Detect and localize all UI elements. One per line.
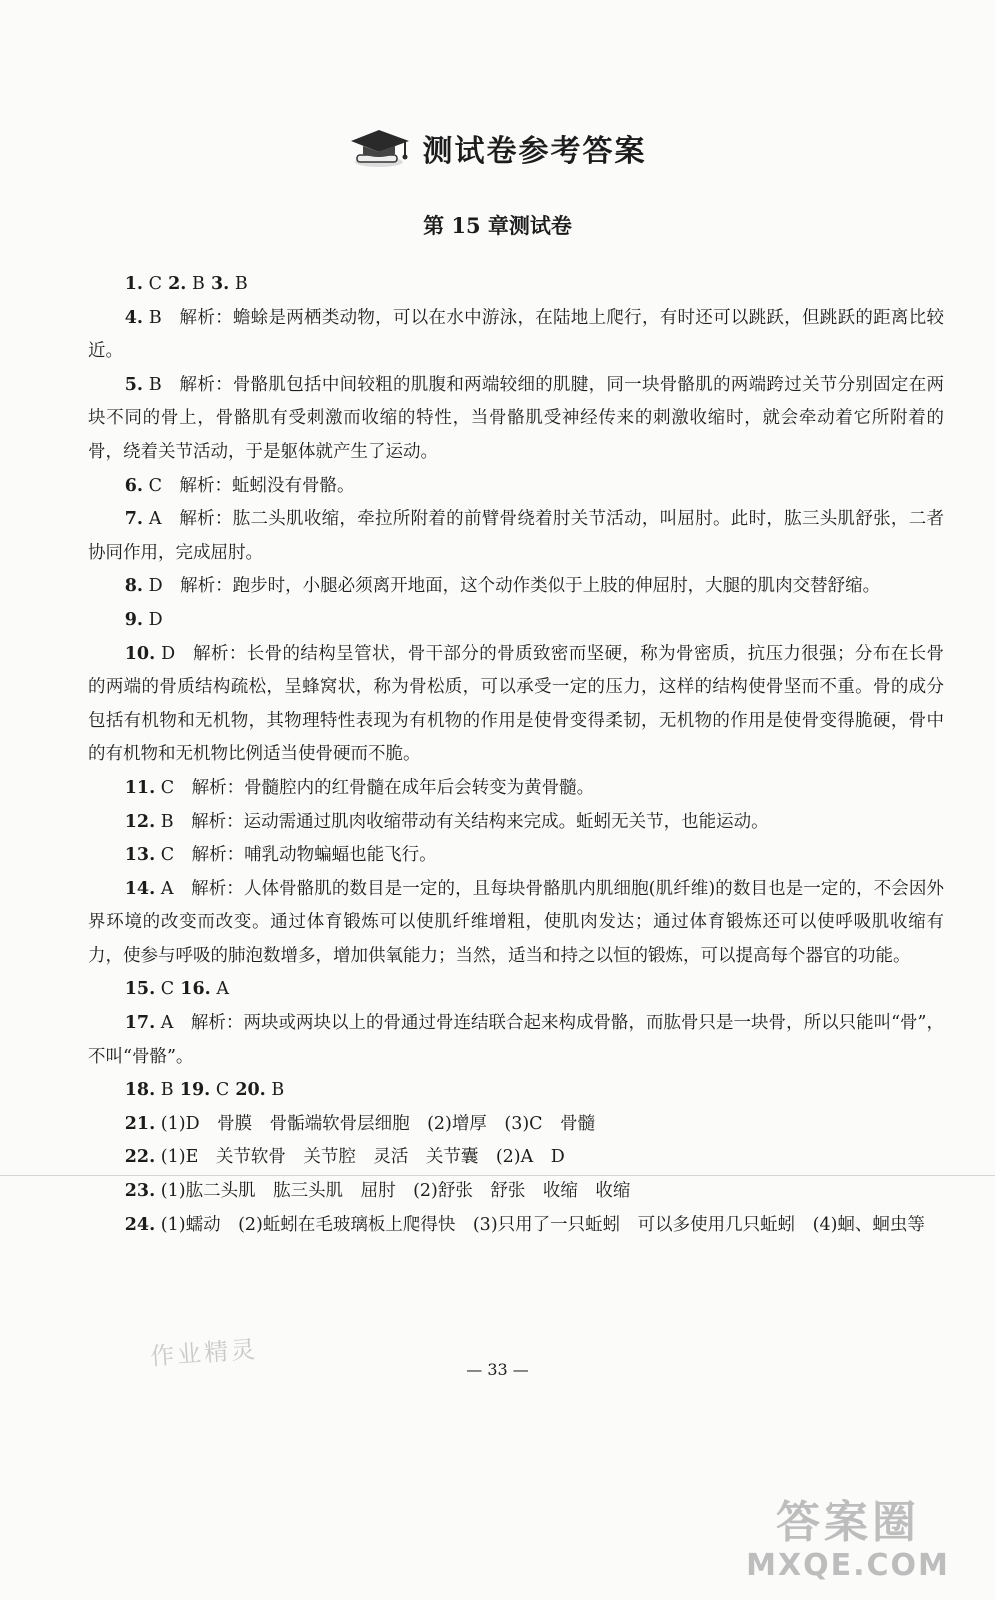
question-number: 6.	[124, 475, 144, 496]
question-number: 5.	[124, 374, 144, 395]
question-number: 9.	[124, 609, 144, 630]
answer-choice: A	[216, 979, 229, 1000]
answer-choice: D	[148, 609, 163, 630]
answer-explanation: 解析：人体骨骼肌的数目是一定的，且每块骨骼肌内肌细胞(肌纤维)的数目也是一定的，不会因外界环境的改变而改变。通过体育锻炼可以使肌纤维增粗，使肌肉发达；通过体育锻炼还可以使呼吸肌收缩有力，使参与呼吸的肺泡数增多，增加供氧能力；当然，适当和持之以恒的锻炼，可以提高每个器官的功能。	[88, 878, 944, 966]
answer-item	[88, 973, 944, 1007]
answer-item	[88, 873, 944, 974]
question-number: 10.	[124, 643, 156, 664]
question-number: 22.	[124, 1147, 156, 1168]
answer-choice: A	[160, 1013, 174, 1034]
question-number: 7.	[124, 509, 144, 530]
question-number: 1.	[124, 274, 144, 294]
page-header	[0, 126, 995, 174]
answer-choice: C	[148, 274, 162, 294]
answer-choice: B	[148, 307, 162, 328]
answer-item	[88, 369, 944, 470]
answer-list	[88, 268, 944, 1242]
scan-line	[0, 1175, 995, 1176]
answer-explanation: (1)E 关节软骨 关节腔 灵活 关节囊 (2)A D	[160, 1147, 565, 1168]
page-title: 测试卷参考答案	[422, 134, 647, 169]
question-number: 13.	[124, 845, 156, 866]
watermark-logo	[723, 1498, 973, 1584]
answer-choice: C	[160, 979, 175, 1000]
question-number: 18.	[124, 1080, 156, 1101]
answer-item	[88, 302, 944, 369]
answer-choice: B	[160, 811, 174, 832]
answer-choice: B	[148, 374, 162, 395]
question-number: 16.	[180, 979, 211, 1000]
answer-choice: B	[160, 1080, 174, 1101]
question-number: 17.	[124, 1013, 156, 1034]
answer-explanation: (1)D 骨膜 骨骺端软骨层细胞 (2)增厚 (3)C 骨髓	[160, 1113, 596, 1134]
answer-explanation: 解析：运动需通过肌肉收缩带动有关结构来完成。蚯蚓无关节，也能运动。	[191, 811, 769, 832]
answer-item	[88, 1108, 944, 1142]
answer-item	[88, 1141, 944, 1175]
question-number: 24.	[124, 1214, 156, 1235]
question-number: 11.	[124, 777, 156, 798]
answer-item	[88, 604, 944, 638]
answer-explanation: 解析：蟾蜍是两栖类动物，可以在水中游泳，在陆地上爬行，有时还可以跳跃，但跳跃的距离比较近。	[88, 307, 944, 362]
answer-explanation: (1)蠕动 (2)蚯蚓在毛玻璃板上爬得快 (3)只用了一只蚯蚓 可以多使用几只蚯蚓 (4)蛔、蛔虫等	[160, 1214, 925, 1235]
answer-item	[88, 1074, 944, 1108]
answer-choice: A	[148, 509, 162, 530]
question-number: 15.	[124, 979, 156, 1000]
question-number: 20.	[235, 1080, 266, 1101]
answer-item	[88, 1209, 944, 1243]
answer-choice: C	[160, 777, 175, 798]
answer-explanation: 解析：蚯蚓没有骨骼。	[179, 475, 355, 496]
answer-item	[88, 806, 944, 840]
question-number: 19.	[179, 1080, 211, 1101]
answer-explanation: 解析：两块或两块以上的骨通过骨连结联合起来构成骨骼，而肱骨只是一块骨，所以只能叫“骨”，不叫“骨骼”。	[88, 1013, 944, 1067]
answer-choice: B	[271, 1080, 285, 1101]
question-number: 3.	[210, 274, 230, 294]
watermark-text: 答案圈	[776, 1497, 920, 1548]
answer-item	[88, 470, 944, 504]
question-number: 14.	[124, 878, 156, 899]
answer-item	[88, 570, 944, 604]
answer-choice: D	[161, 643, 176, 664]
answer-item	[88, 638, 944, 772]
answer-explanation: 解析：肱二头肌收缩，牵拉所附着的前臂骨绕着肘关节活动，叫屈肘。此时，肱三头肌舒张，二者协同作用，完成屈肘。	[88, 509, 944, 563]
answer-item	[88, 772, 944, 806]
graduation-cap-icon	[349, 126, 413, 170]
answer-item	[88, 1175, 944, 1209]
answer-item	[88, 503, 944, 570]
answer-item	[88, 268, 944, 302]
stamp-mark: 作业精灵	[149, 1335, 260, 1371]
answer-choice: B	[234, 274, 248, 294]
answer-explanation: 解析：骨骼肌包括中间较粗的肌腹和两端较细的肌腱，同一块骨骼肌的两端跨过关节分别固定在两块不同的骨上，骨骼肌有受刺激而收缩的特性，当骨骼肌受神经传来的刺激收缩时，就会牵动着它所附着的骨，绕着关节活动，于是躯体就产生了运动。	[88, 374, 944, 462]
answer-explanation: (1)肱二头肌 肱三头肌 屈肘 (2)舒张 舒张 收缩 收缩	[160, 1181, 631, 1202]
answer-choice: C	[215, 1080, 230, 1101]
watermark-url: MXQE.COM	[746, 1548, 950, 1583]
question-number: 12.	[124, 811, 156, 832]
answer-item	[88, 839, 944, 873]
answer-item	[88, 1007, 944, 1074]
chapter-title: 第 15 章测试卷	[423, 213, 572, 238]
answer-explanation: 解析：骨髓腔内的红骨髓在成年后会转变为黄骨髓。	[191, 777, 595, 798]
answer-choice: C	[160, 845, 175, 866]
answer-explanation: 解析：跑步时，小腿必须离开地面，这个动作类似于上肢的伸屈肘，大腿的肌肉交替舒缩。	[180, 576, 881, 597]
question-number: 8.	[124, 576, 144, 597]
question-number: 21.	[124, 1113, 156, 1134]
question-number: 4.	[124, 307, 144, 328]
question-number: 23.	[124, 1181, 156, 1202]
answer-explanation: 解析：长骨的结构呈管状，骨干部分的骨质致密而坚硬，称为骨密质，抗压力很强；分布在长骨的两端的骨质结构疏松，呈蜂窝状，称为骨松质，可以承受一定的压力，这样的结构使骨坚而不重。骨的成分包括有机物和无机物，其物理特性表现为有机物的作用是使骨变得柔韧，无机物的作用是使骨变得脆硬，骨中的有机物和无机物比例适当使骨硬而不脆。	[88, 643, 944, 765]
question-number: 2.	[168, 274, 187, 294]
answer-choice: A	[160, 878, 174, 899]
answer-explanation: 解析：哺乳动物蝙蝠也能飞行。	[191, 845, 437, 866]
answer-choice: C	[148, 475, 162, 496]
answer-choice: B	[191, 274, 205, 294]
page-number: — 33 —	[466, 1360, 529, 1379]
answer-choice: D	[148, 576, 163, 597]
